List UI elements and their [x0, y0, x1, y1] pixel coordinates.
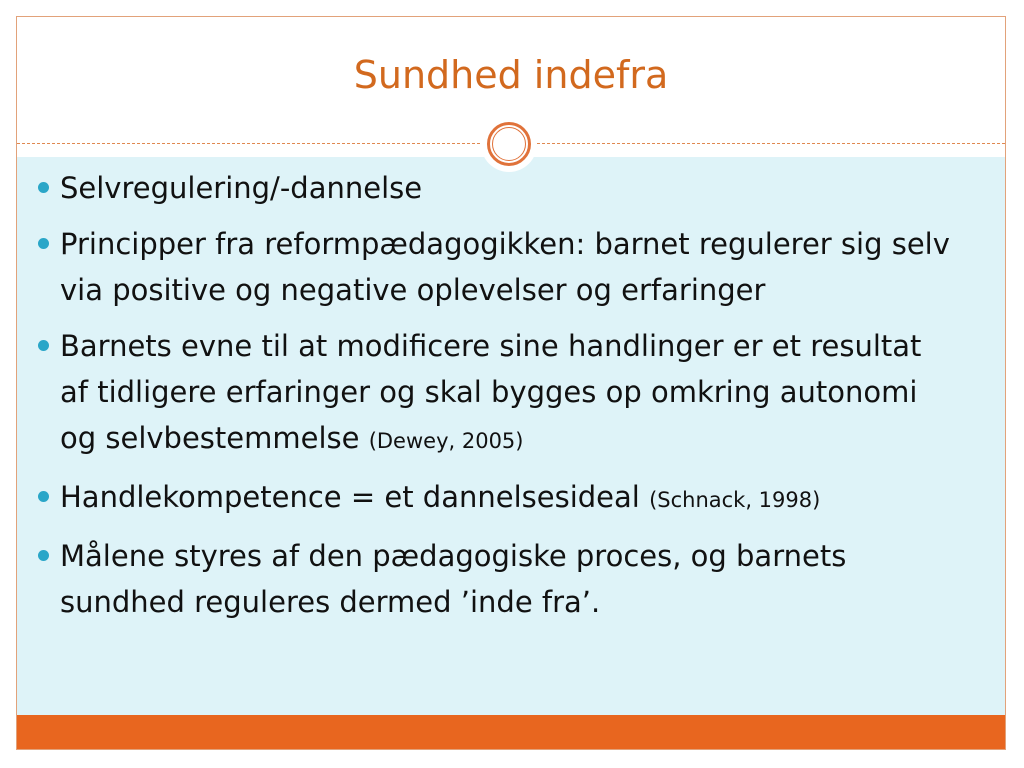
bullet-item [38, 165, 958, 211]
citation: (Schnack, 1998) [649, 488, 821, 512]
slide-title: Sundhed indefra [353, 53, 669, 97]
bullet-text: Principper fra reformpædagogikken: barnet regulerer sig selv via positive og negative oplevelser og erfaringer [60, 227, 950, 307]
citation: (Dewey, 2005) [368, 429, 524, 453]
bullet-dot-icon [38, 491, 49, 502]
ornament-inner-ring [492, 127, 526, 161]
bullet-item [38, 474, 958, 523]
bullet-text: Barnets evne til at modificere sine handlinger er et resultat af tidligere erfaringer og skal bygges op omkring autonomi og selvbestemmelse [60, 329, 922, 455]
bullet-dot-icon [38, 182, 49, 193]
bullet-item [38, 221, 958, 313]
bullet-item [38, 533, 958, 625]
circle-ornament-icon [481, 116, 537, 172]
bullet-list [38, 165, 958, 635]
bullet-dot-icon [38, 550, 49, 561]
bullet-text: Selvregulering/-dannelse [60, 171, 423, 205]
bullet-text: Handlekompetence = et dannelsesideal [60, 480, 650, 514]
bullet-dot-icon [38, 238, 49, 249]
bullet-dot-icon [38, 340, 49, 351]
footer-bar [17, 715, 1005, 749]
bullet-item [38, 323, 958, 464]
bullet-text: Målene styres af den pædagogiske proces, og barnets sundhed reguleres dermed ’inde fra’. [60, 539, 847, 619]
